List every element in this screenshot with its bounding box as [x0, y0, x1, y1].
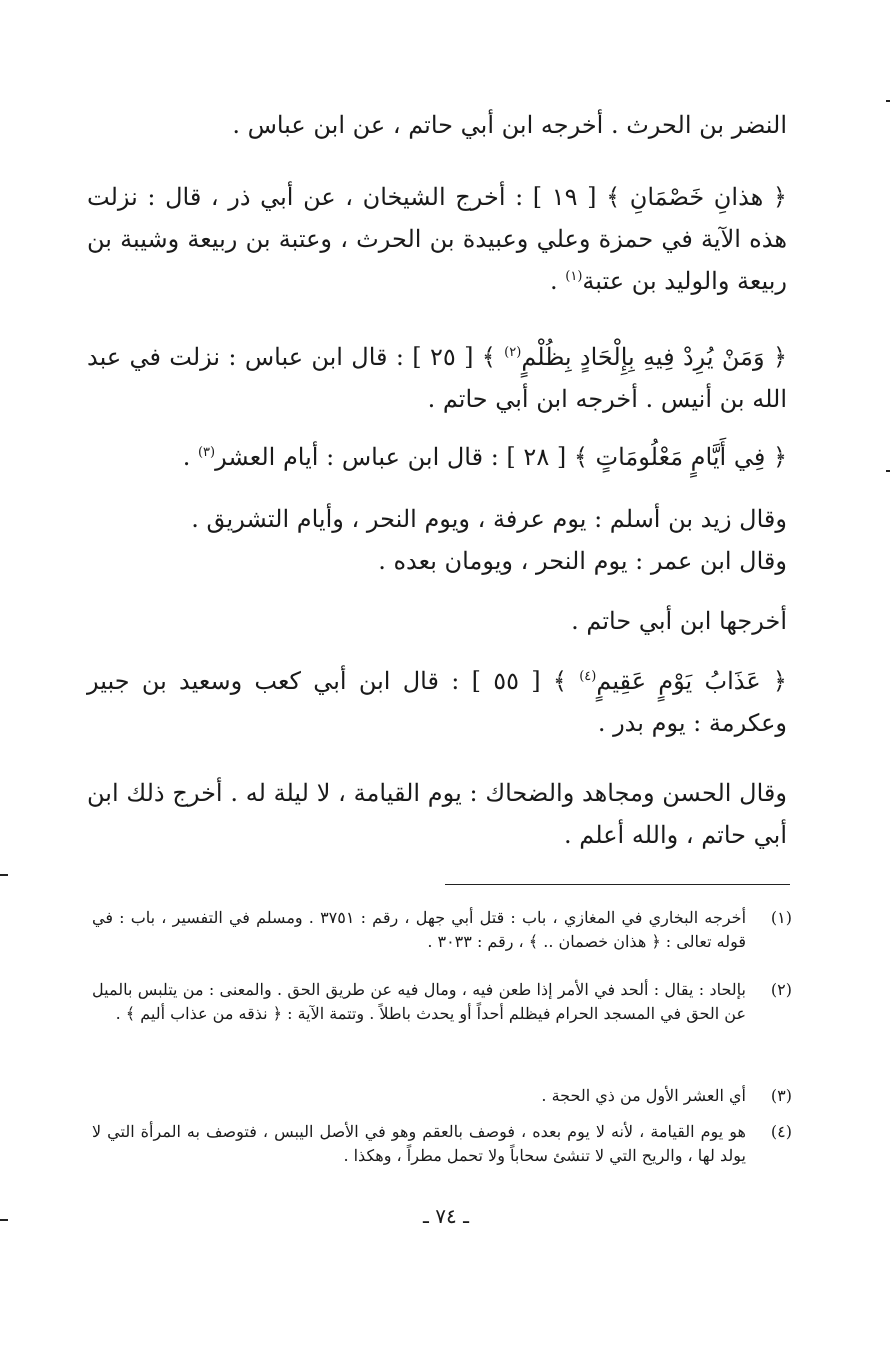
body-line-umar — [87, 540, 787, 582]
margin-mark-left-1 — [0, 874, 8, 876]
footnote-number: (٤) — [770, 1122, 792, 1141]
footnote-separator — [445, 884, 790, 885]
paragraph-aqim-verse: ﴿ عَذَابُ يَوْمٍ عَقِيمٍ — [596, 667, 787, 695]
paragraph-umar: وقال ابن عمر : يوم النحر ، ويومان بعده . — [378, 547, 787, 575]
footnote-number: (٣) — [770, 1086, 792, 1105]
margin-mark-right-mid — [886, 470, 890, 472]
paragraph-ayyam-text: ﴿ فِي أَيَّامٍ مَعْلُومَاتٍ ﴾ [ ٢٨ ] : قال ابن عباس : أيام العشر — [215, 443, 787, 471]
body-block-khasman — [87, 176, 787, 302]
footnote-text: بإلحاد : يقال : ألحد في الأمر إذا طعن فيه ، ومال فيه عن طريق الحق . والمعنى : من يتلبس بالميل عن الحق في المسجد الحرام فيظلم أحداً أو يحدث باطلاً . وتتمة الآية : ﴿ نذقه من عذاب أليم ﴾ . — [92, 980, 746, 1023]
body-block-ayyam — [87, 436, 787, 478]
footnote-1 — [92, 906, 792, 954]
footnote-number: (٢) — [770, 980, 792, 999]
footnote-ref-2: (٢) — [504, 345, 522, 360]
footnote-2 — [92, 978, 792, 1026]
paragraph-zaid: وقال زيد بن أسلم : يوم عرفة ، ويوم النحر ، وأيام التشريق . — [191, 505, 787, 533]
footnote-text: أي العشر الأول من ذي الحجة . — [541, 1086, 746, 1105]
footnote-3 — [92, 1084, 792, 1108]
page-number: ـ ٧٤ ـ — [423, 1204, 469, 1228]
paragraph-ayyam-tail: . — [182, 443, 198, 471]
paragraph-nadr: النضر بن الحرث . أخرجه ابن أبي حاتم ، عن ابن عباس . — [232, 111, 787, 139]
footnote-text: هو يوم القيامة ، لأنه لا يوم بعده ، فوصف بالعقم وهو في الأصل اليبس ، فتوصف به المرأة التي لا يولد لها ، والريح التي لا تنشئ سحاباً ولا تحمل مطراً ، وهكذا . — [92, 1122, 746, 1165]
paragraph-khasman-text: ﴿ هذانِ خَصْمَانِ ﴾ [ ١٩ ] : أخرج الشيخان ، عن أبي ذر ، قال : نزلت هذه الآية في حمزة وعلي وعبيدة بن الحرث ، وعتبة بن ربيعة وشيبة بن ربيعة والوليد بن عتبة — [87, 183, 787, 295]
paragraph-hasan: وقال الحسن ومجاهد والضحاك : يوم القيامة ، لا ليلة له . أخرج ذلك ابن أبي حاتم ، والله أعلم . — [87, 779, 787, 849]
body-block-aqim — [87, 660, 787, 744]
footnote-ref-1: (١) — [565, 269, 583, 284]
paragraph-khasman-tail: . — [550, 267, 566, 295]
margin-mark-right-top — [886, 100, 890, 102]
paragraph-ayyam — [87, 436, 787, 478]
paragraph-ilhad-text: ﴾ [ ٢٥ ] : قال ابن عباس : نزلت في عبد الله بن أنيس . أخرجه ابن أبي حاتم . — [87, 343, 787, 413]
footnote-ref-3: (٣) — [197, 445, 216, 460]
body-line-1 — [87, 104, 787, 146]
body-line-zaid — [87, 498, 787, 540]
paragraph-aqim-text: ﴾ [ ٥٥ ] : قال ابن أبي كعب وسعيد بن جبير وعكرمة : يوم بدر . — [87, 667, 787, 737]
body-block-ilhad — [87, 336, 787, 420]
paragraph-akhrajaha: أخرجها ابن أبي حاتم . — [571, 607, 787, 635]
footnote-ref-4: (٤) — [579, 669, 597, 684]
paragraph-khasman — [87, 176, 787, 302]
paragraph-ilhad — [87, 336, 787, 420]
body-line-akhrajaha — [87, 600, 787, 642]
body-block-hasan — [87, 772, 787, 856]
footnote-number: (١) — [770, 908, 792, 927]
paragraph-ilhad-verse: ﴿ وَمَنْ يُرِدْ فِيهِ بِإِلْحَادٍ بِظُلْمٍ — [521, 343, 788, 371]
footnote-text: أخرجه البخاري في المغازي ، باب : قتل أبي جهل ، رقم : ٣٧٥١ . ومسلم في التفسير ، باب : في قوله تعالى : ﴿ هذان خصمان .. ﴾ ، رقم : ٣٠٣٣ . — [92, 908, 747, 951]
paragraph-aqim — [87, 660, 787, 744]
footnote-4 — [92, 1120, 792, 1168]
